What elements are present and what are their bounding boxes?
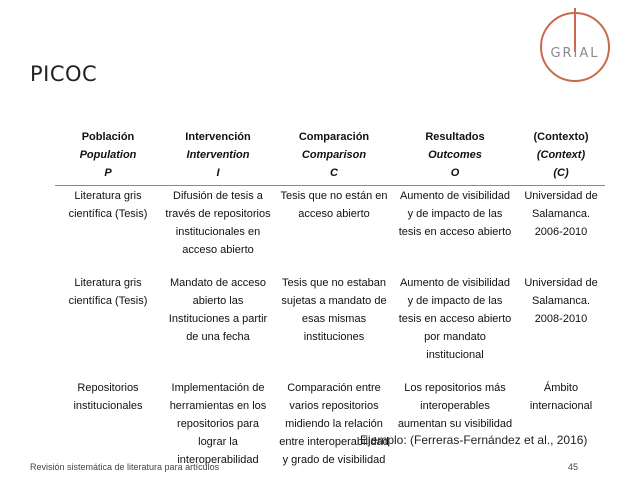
- table-row: [55, 186, 605, 274]
- header-english: Population: [79, 149, 137, 161]
- header-label: (Contexto): [533, 131, 589, 143]
- header-population: [55, 128, 161, 186]
- header-letter: P: [104, 167, 112, 179]
- logo-text: GRIAL: [550, 46, 600, 61]
- header-context: [517, 128, 605, 186]
- table-cell: Aumento de visibilidad y de impacto de las tesis en acceso abierto: [398, 190, 512, 238]
- grial-logo: [540, 12, 610, 82]
- table-cell: Literatura gris científica (Tesis): [68, 190, 148, 220]
- table-cell: Implementación de herramientas en los repositorios para lograr la interoperabilidad: [169, 382, 267, 466]
- header-english: Outcomes: [428, 149, 482, 161]
- table-cell: Mandato de acceso abierto las Instituciones a partir de una fecha: [168, 277, 268, 343]
- slide-title: PICOC: [30, 62, 98, 86]
- table-cell: Universidad de Salamanca. 2006-2010: [524, 190, 598, 238]
- table-cell: Literatura gris científica (Tesis): [68, 277, 148, 307]
- table-cell: Difusión de tesis a través de repositorios institucionales en acceso abierto: [165, 190, 271, 256]
- table-row: [55, 273, 605, 378]
- table-cell: Los repositorios más interoperables aumentan su visibilidad: [397, 382, 513, 430]
- table-cell: Aumento de visibilidad y de impacto de las tesis en acceso abierto por mandato institucional: [398, 277, 512, 361]
- header-letter: (C): [553, 167, 569, 179]
- table-cell: Ámbito internacional: [529, 382, 593, 412]
- header-letter: O: [450, 167, 460, 179]
- header-letter: I: [216, 167, 220, 179]
- footer-text: Revisión sistemática de literatura para artículos: [30, 462, 220, 472]
- table-cell: Universidad de Salamanca. 2008-2010: [524, 277, 598, 325]
- header-english: (Context): [536, 149, 586, 161]
- header-label: Resultados: [425, 131, 485, 143]
- table-cell: Tesis que no están en acceso abierto: [280, 190, 388, 220]
- header-comparison: [275, 128, 393, 186]
- page-number: 45: [568, 462, 579, 472]
- header-label: Comparación: [298, 131, 370, 143]
- header-english: Intervention: [186, 149, 250, 161]
- header-intervention: [161, 128, 275, 186]
- table-cell: Tesis que no estaban sujetas a mandato de esas mismas instituciones: [281, 277, 387, 343]
- picoc-table: [55, 128, 605, 483]
- header-label: Intervención: [185, 131, 251, 143]
- header-outcomes: [393, 128, 517, 186]
- header-english: Comparison: [301, 149, 367, 161]
- table-cell: Repositorios institucionales: [73, 382, 143, 412]
- example-citation: Ejemplo: (Ferreras-Fernández et al., 2016): [360, 433, 588, 447]
- table-cell: Comparación entre varios repositorios midiendo la relación entre interoperabilidad y grado de visibilidad: [279, 382, 389, 466]
- header-row: [55, 128, 605, 186]
- header-letter: C: [330, 167, 338, 179]
- header-label: Población: [81, 131, 135, 143]
